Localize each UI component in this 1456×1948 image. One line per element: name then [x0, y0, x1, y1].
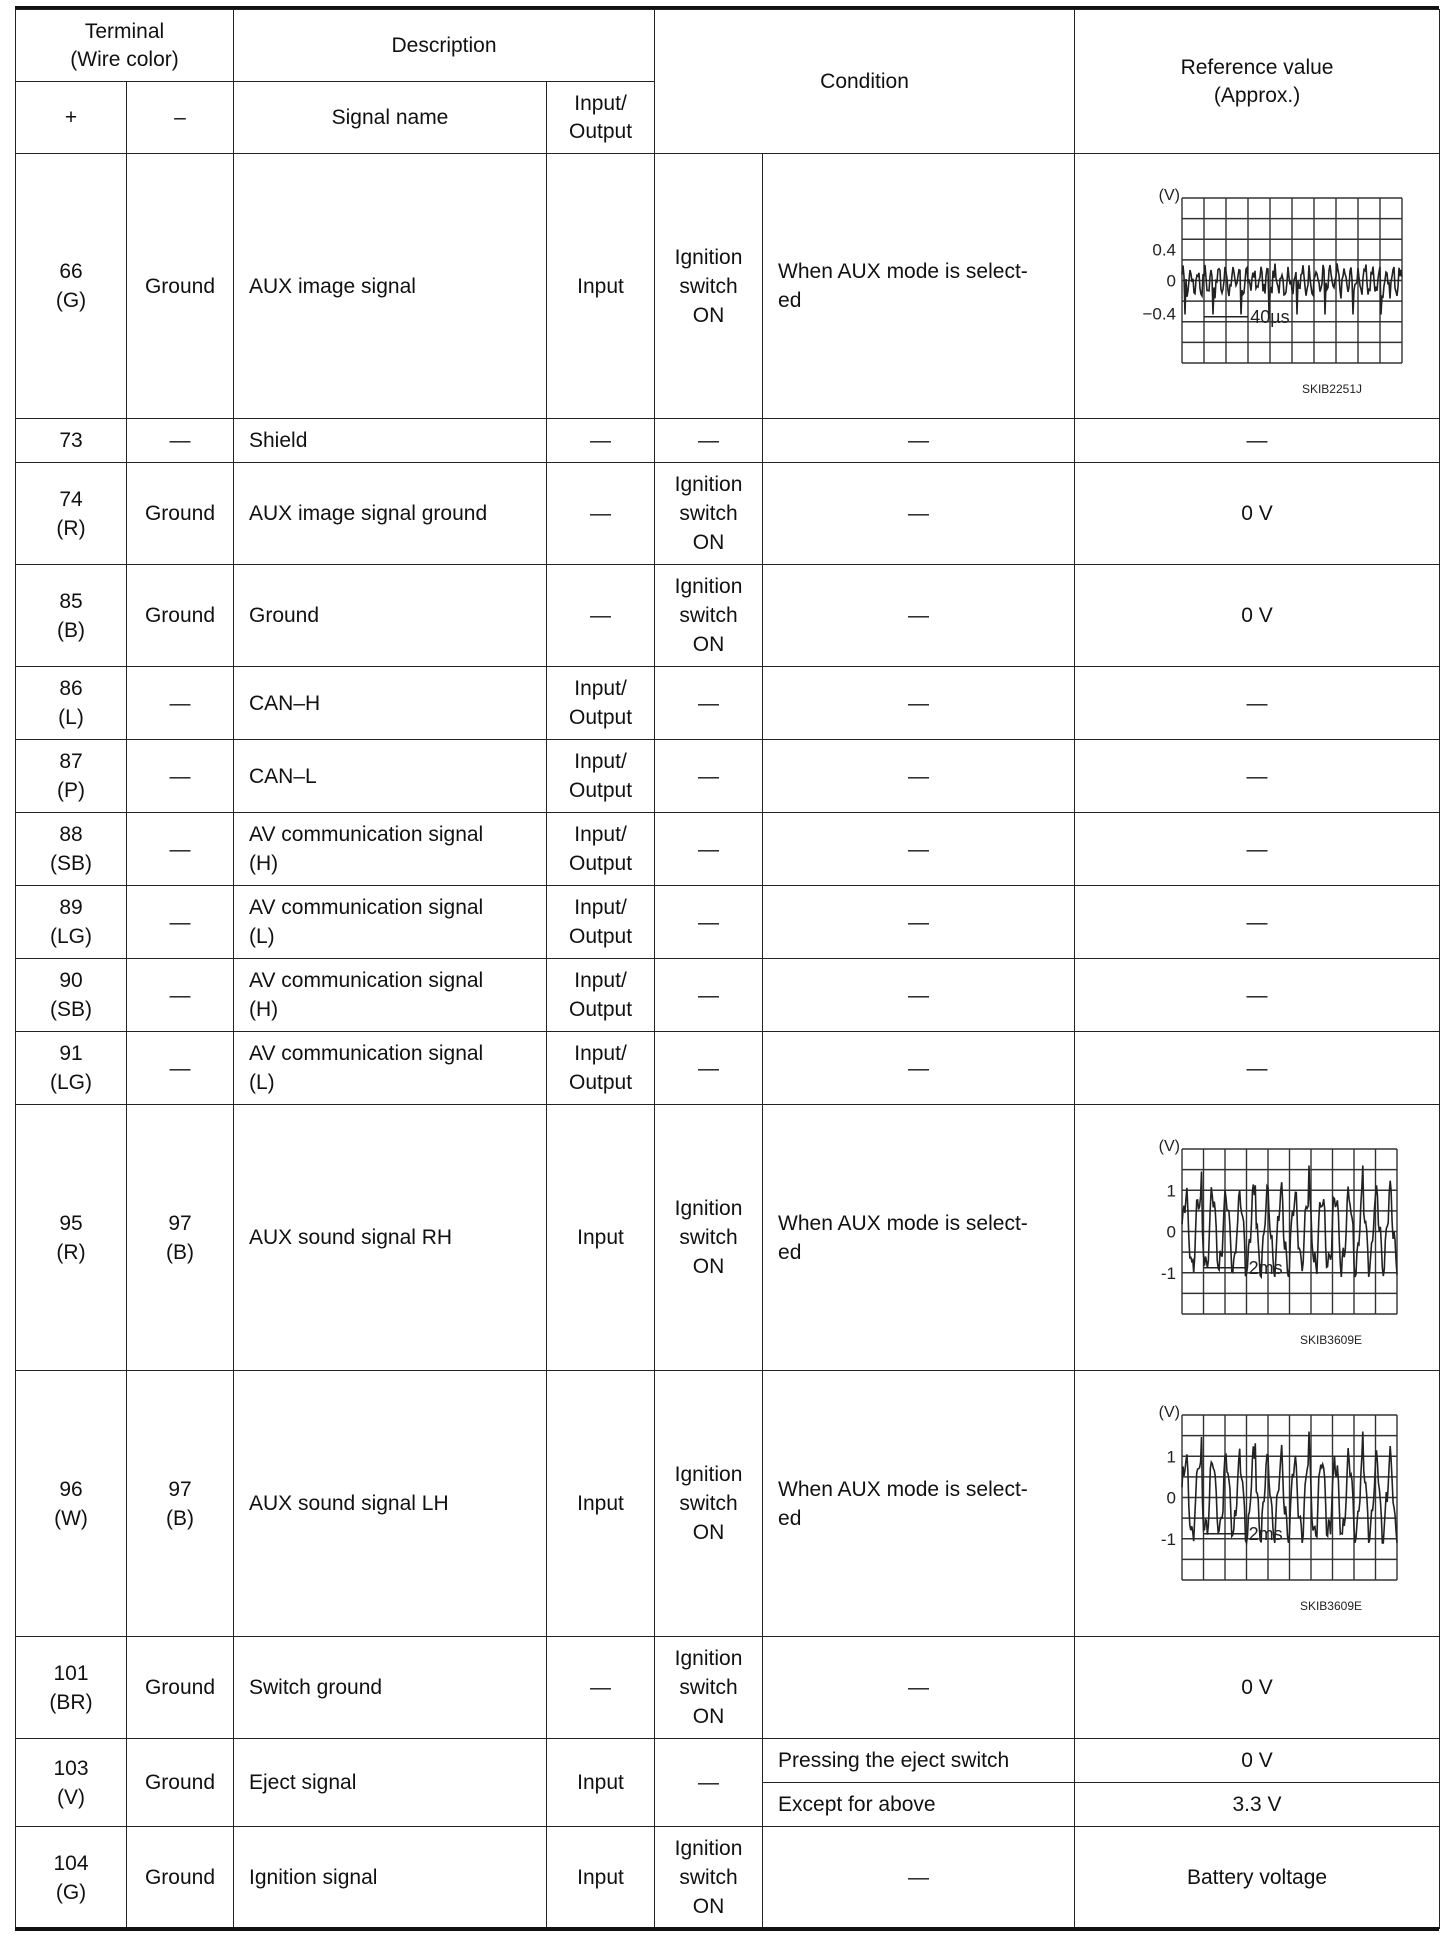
condition-detail-cell: —: [763, 667, 1075, 740]
signal-name-cell: AV communication signal (H): [234, 959, 547, 1032]
terminal-plus-cell: 66 (G): [16, 154, 127, 419]
waveform-time-label: 2ms: [1248, 1257, 1283, 1278]
waveform-sound_lh: [1107, 1395, 1407, 1616]
terminal-plus-cell: 91 (LG): [16, 1032, 127, 1105]
signal-name-cell: AUX sound signal LH: [234, 1371, 547, 1637]
input-output-cell: Input: [547, 154, 655, 419]
signal-name-cell: CAN–L: [234, 740, 547, 813]
terminal-minus-cell: Ground: [127, 1739, 234, 1827]
signal-name-cell: AUX sound signal RH: [234, 1105, 547, 1371]
signal-name-cell: AV communication signal (H): [234, 813, 547, 886]
input-output-cell: Input: [547, 1371, 655, 1637]
reference-value-cell: [1075, 1105, 1440, 1371]
table-row: [16, 740, 1440, 813]
input-output-cell: Input/ Output: [547, 740, 655, 813]
condition-detail-cell: —: [763, 1032, 1075, 1105]
condition-cell: Ignition switch ON: [655, 154, 763, 419]
table-row: [16, 1032, 1440, 1105]
waveform-time-label: 2ms: [1248, 1523, 1283, 1544]
terminal-minus-cell: 97 (B): [127, 1105, 234, 1371]
signal-name-cell: Switch ground: [234, 1637, 547, 1739]
table-row: [16, 463, 1440, 565]
signal-name-cell: CAN–H: [234, 667, 547, 740]
table-bottom-rule: [15, 1927, 1439, 1931]
input-output-cell: Input/ Output: [547, 959, 655, 1032]
terminal-minus-cell: —: [127, 813, 234, 886]
waveform-image: [1107, 178, 1407, 399]
reference-value-cell: —: [1075, 667, 1440, 740]
table-row: [16, 154, 1440, 419]
terminal-minus-cell: Ground: [127, 565, 234, 667]
terminal-plus-cell: 85 (B): [16, 565, 127, 667]
waveform-y-mid-label: 0: [1166, 1222, 1177, 1242]
input-output-cell: —: [547, 1637, 655, 1739]
terminal-minus-cell: —: [127, 959, 234, 1032]
reference-value-cell: [1075, 1371, 1440, 1637]
waveform-y-mid-label: 0: [1166, 1488, 1177, 1508]
reference-value-cell: Battery voltage: [1075, 1827, 1440, 1929]
reference-value-cell: —: [1075, 1032, 1440, 1105]
terminal-plus-cell: 103 (V): [16, 1739, 127, 1827]
table-row: [16, 419, 1440, 463]
header-reference-value: Reference value (Approx.): [1075, 10, 1440, 154]
terminal-plus-cell: 104 (G): [16, 1827, 127, 1929]
waveform-unit-label: (V): [1158, 186, 1181, 204]
condition-detail-cell: When AUX mode is select- ed: [763, 1371, 1075, 1637]
input-output-cell: —: [547, 419, 655, 463]
signal-name-cell: Shield: [234, 419, 547, 463]
terminal-minus-cell: 97 (B): [127, 1371, 234, 1637]
header-plus: +: [16, 82, 127, 154]
reference-value-cell: —: [1075, 813, 1440, 886]
table-row: [16, 886, 1440, 959]
condition-cell: —: [655, 740, 763, 813]
signal-name-cell: AUX image signal ground: [234, 463, 547, 565]
input-output-cell: —: [547, 463, 655, 565]
terminal-minus-cell: Ground: [127, 1827, 234, 1929]
condition-detail-cell: —: [763, 565, 1075, 667]
waveform-code: SKIB2251J: [1301, 381, 1363, 396]
input-output-cell: Input/ Output: [547, 667, 655, 740]
waveform-code: SKIB3609E: [1299, 1599, 1363, 1613]
table-row: [16, 667, 1440, 740]
terminal-minus-cell: —: [127, 886, 234, 959]
header-minus: –: [127, 82, 234, 154]
terminal-minus-cell: Ground: [127, 154, 234, 419]
waveform-unit-label: (V): [1158, 1404, 1181, 1421]
condition-cell: Ignition switch ON: [655, 1371, 763, 1637]
terminal-minus-cell: —: [127, 419, 234, 463]
input-output-cell: Input/ Output: [547, 886, 655, 959]
waveform-y-bottom-label: -1: [1160, 1263, 1177, 1283]
waveform-sound_rh: [1107, 1129, 1407, 1350]
waveform-y-top-label: 0.4: [1152, 240, 1177, 260]
condition-cell: —: [655, 1032, 763, 1105]
terminal-minus-cell: —: [127, 740, 234, 813]
condition-detail-cell: —: [763, 463, 1075, 565]
condition-detail-cell: —: [763, 740, 1075, 813]
terminal-plus-cell: 87 (P): [16, 740, 127, 813]
terminal-plus-cell: 95 (R): [16, 1105, 127, 1371]
reference-value-cell: [1075, 154, 1440, 419]
terminal-plus-cell: 90 (SB): [16, 959, 127, 1032]
signal-name-cell: AV communication signal (L): [234, 886, 547, 959]
condition-cell: Ignition switch ON: [655, 565, 763, 667]
reference-value-cell: 0 V: [1075, 463, 1440, 565]
condition-cell: —: [655, 667, 763, 740]
header-signal-name: Signal name: [234, 82, 547, 154]
condition-detail-cell: Pressing the eject switch: [763, 1739, 1075, 1783]
reference-value-cell: 3.3 V: [1075, 1783, 1440, 1827]
table-row: [16, 565, 1440, 667]
condition-cell: Ignition switch ON: [655, 463, 763, 565]
input-output-cell: Input/ Output: [547, 813, 655, 886]
condition-detail-cell: —: [763, 959, 1075, 1032]
condition-cell: Ignition switch ON: [655, 1637, 763, 1739]
condition-cell: —: [655, 886, 763, 959]
reference-value-cell: —: [1075, 959, 1440, 1032]
condition-cell: Ignition switch ON: [655, 1105, 763, 1371]
condition-cell: —: [655, 419, 763, 463]
input-output-cell: Input: [547, 1827, 655, 1929]
signal-name-cell: Ground: [234, 565, 547, 667]
condition-detail-cell: When AUX mode is select- ed: [763, 1105, 1075, 1371]
condition-detail-cell: —: [763, 886, 1075, 959]
input-output-cell: Input: [547, 1739, 655, 1827]
signal-name-cell: Ignition signal: [234, 1827, 547, 1929]
terminal-plus-cell: 74 (R): [16, 463, 127, 565]
terminal-table: [15, 9, 1440, 1929]
terminal-plus-cell: 86 (L): [16, 667, 127, 740]
table-row: [16, 959, 1440, 1032]
condition-detail-cell: —: [763, 1637, 1075, 1739]
reference-value-cell: 0 V: [1075, 1637, 1440, 1739]
terminal-plus-cell: 101 (BR): [16, 1637, 127, 1739]
table-row: [16, 1105, 1440, 1371]
terminal-minus-cell: —: [127, 667, 234, 740]
condition-detail-cell: —: [763, 1827, 1075, 1929]
input-output-cell: Input/ Output: [547, 1032, 655, 1105]
input-output-cell: —: [547, 565, 655, 667]
reference-value-cell: 0 V: [1075, 1739, 1440, 1783]
condition-cell: Ignition switch ON: [655, 1827, 763, 1929]
terminal-minus-cell: Ground: [127, 463, 234, 565]
terminal-minus-cell: —: [127, 1032, 234, 1105]
header-condition: Condition: [655, 10, 1075, 154]
reference-value-cell: 0 V: [1075, 565, 1440, 667]
waveform-y-bottom-label: -1: [1160, 1529, 1177, 1549]
signal-name-cell: Eject signal: [234, 1739, 547, 1827]
terminal-plus-cell: 88 (SB): [16, 813, 127, 886]
condition-cell: —: [655, 813, 763, 886]
waveform-code: SKIB3609E: [1299, 1333, 1363, 1347]
waveform-y-bottom-label: −0.4: [1142, 304, 1177, 323]
header-terminal: Terminal (Wire color): [16, 10, 234, 82]
table-row: [16, 1371, 1440, 1637]
waveform-y-top-label: 1: [1166, 1447, 1177, 1467]
condition-cell: —: [655, 959, 763, 1032]
waveform-y-top-label: 1: [1166, 1181, 1177, 1201]
condition-detail-cell: —: [763, 419, 1075, 463]
signal-name-cell: AUX image signal: [234, 154, 547, 419]
condition-detail-cell: Except for above: [763, 1783, 1075, 1827]
reference-value-cell: —: [1075, 740, 1440, 813]
header-description: Description: [234, 10, 655, 82]
terminal-plus-cell: 73: [16, 419, 127, 463]
table-row: [16, 1739, 1440, 1783]
reference-value-cell: —: [1075, 419, 1440, 463]
table-row: [16, 1637, 1440, 1739]
waveform-time-label: 40µs: [1250, 306, 1290, 327]
signal-name-cell: AV communication signal (L): [234, 1032, 547, 1105]
terminal-plus-cell: 89 (LG): [16, 886, 127, 959]
terminal-plus-cell: 96 (W): [16, 1371, 127, 1637]
condition-detail-cell: When AUX mode is select- ed: [763, 154, 1075, 419]
header-input-output: Input/ Output: [547, 82, 655, 154]
table-row: [16, 1827, 1440, 1929]
condition-detail-cell: —: [763, 813, 1075, 886]
input-output-cell: Input: [547, 1105, 655, 1371]
condition-cell: —: [655, 1739, 763, 1827]
terminal-minus-cell: Ground: [127, 1637, 234, 1739]
table-row: [16, 813, 1440, 886]
waveform-y-mid-label: 0: [1166, 271, 1177, 290]
waveform-unit-label: (V): [1158, 1138, 1181, 1155]
reference-value-cell: —: [1075, 886, 1440, 959]
